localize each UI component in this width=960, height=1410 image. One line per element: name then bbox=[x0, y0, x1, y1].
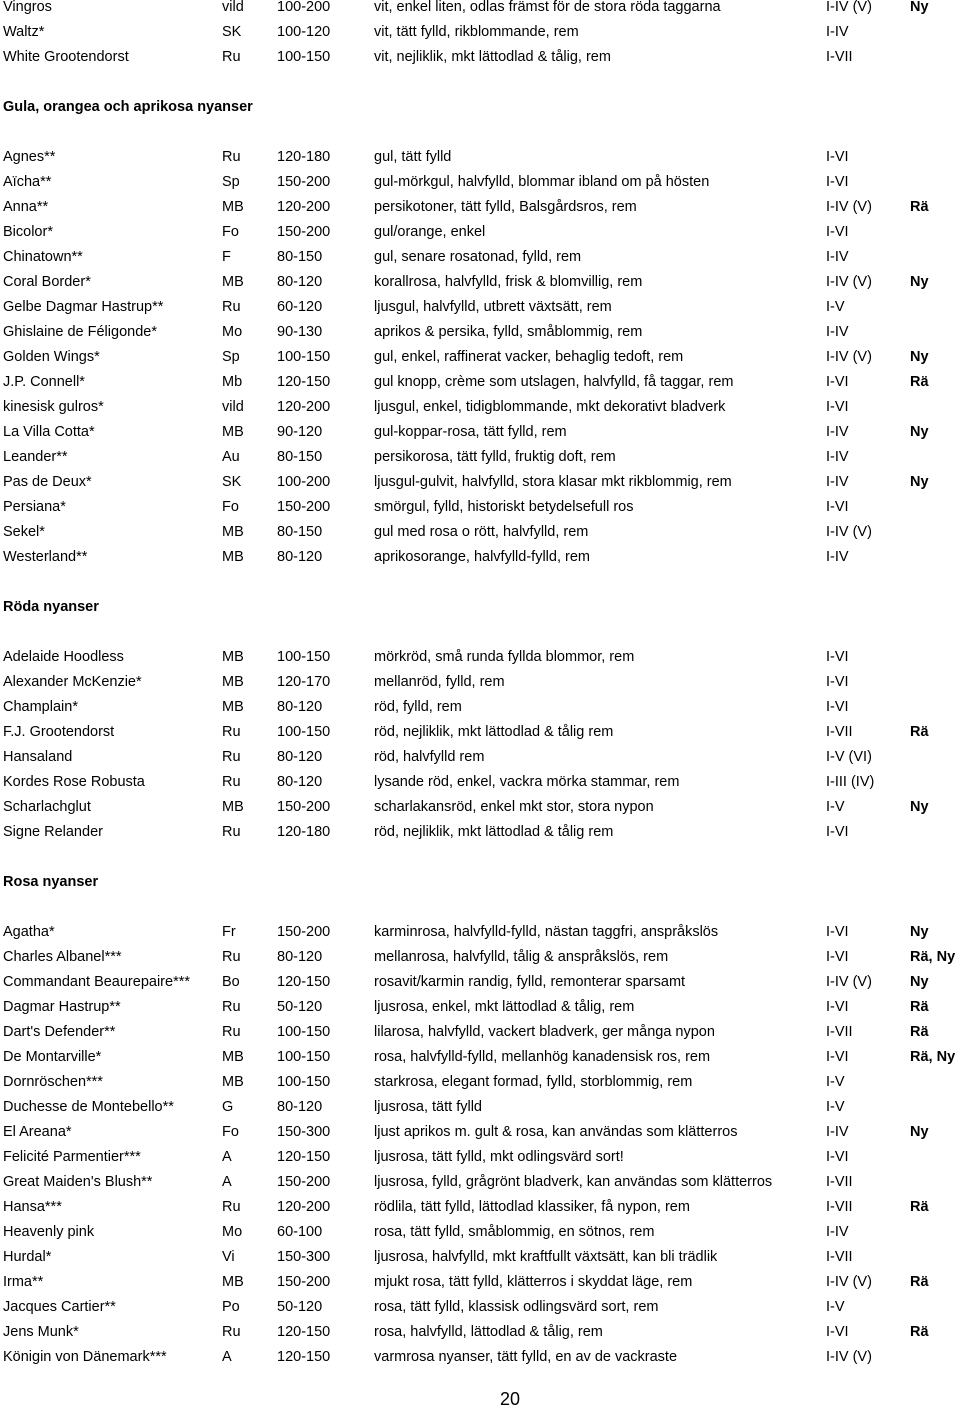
rose-height: 120-150 bbox=[277, 1324, 331, 1340]
rose-name: La Villa Cotta* bbox=[3, 424, 95, 440]
rose-note: Rä bbox=[910, 1324, 929, 1340]
rose-name: Irma** bbox=[3, 1274, 44, 1290]
rose-note: Rä bbox=[910, 374, 929, 390]
rose-height: 120-180 bbox=[277, 149, 331, 165]
rose-height: 60-100 bbox=[277, 1224, 323, 1240]
rose-name: Jens Munk* bbox=[3, 1324, 79, 1340]
rose-group: Ru bbox=[222, 49, 241, 65]
rose-height: 100-120 bbox=[277, 24, 331, 40]
table-row bbox=[0, 195, 960, 220]
rose-description: ljusgul-gulvit, halvfylld, stora klasar mkt rikblommig, rem bbox=[374, 474, 732, 490]
rose-zone: I-IV bbox=[826, 324, 849, 340]
rose-name: Golden Wings* bbox=[3, 349, 100, 365]
rose-height: 150-200 bbox=[277, 174, 331, 190]
rose-description: rosa, halvfylld-fylld, mellanhög kanadensisk ros, rem bbox=[374, 1049, 711, 1065]
rose-name: Jacques Cartier** bbox=[3, 1299, 116, 1315]
rose-zone: I-IV bbox=[826, 1224, 849, 1240]
rose-note: Ny bbox=[910, 274, 929, 290]
rose-name: Heavenly pink bbox=[3, 1224, 95, 1240]
table-row bbox=[0, 270, 960, 295]
rose-zone: I-IV bbox=[826, 474, 849, 490]
rose-height: 100-150 bbox=[277, 1024, 331, 1040]
table-row bbox=[0, 295, 960, 320]
rose-zone: I-IV bbox=[826, 424, 849, 440]
page-number: 20 bbox=[499, 1389, 521, 1409]
rose-note: Rä, Ny bbox=[910, 1049, 956, 1065]
rose-zone: I-IV (V) bbox=[826, 349, 872, 365]
rose-note: Ny bbox=[910, 0, 929, 15]
rose-name: Pas de Deux* bbox=[3, 474, 92, 490]
rose-group: Ru bbox=[222, 299, 241, 315]
rose-name: El Areana* bbox=[3, 1124, 72, 1140]
rose-name: Gelbe Dagmar Hastrup** bbox=[3, 299, 164, 315]
rose-description: persikorosa, tätt fylld, fruktig doft, rem bbox=[374, 449, 616, 465]
rose-description: ljusrosa, tätt fylld, mkt odlingsvärd sort! bbox=[374, 1149, 624, 1165]
rose-group: Fr bbox=[222, 924, 236, 940]
table-row bbox=[0, 820, 960, 845]
rose-name: F.J. Grootendorst bbox=[3, 724, 115, 740]
table-row bbox=[0, 645, 960, 670]
table-row bbox=[0, 745, 960, 770]
rose-name: Coral Border* bbox=[3, 274, 91, 290]
rose-group: Fo bbox=[222, 499, 239, 515]
rose-description: ljusgul, halvfylld, utbrett växtsätt, rem bbox=[374, 299, 612, 315]
rose-group: MB bbox=[222, 274, 244, 290]
rose-zone: I-V bbox=[826, 1299, 845, 1315]
rose-name: Anna** bbox=[3, 199, 49, 215]
rose-zone: I-VI bbox=[826, 824, 849, 840]
rose-group: Ru bbox=[222, 774, 241, 790]
rose-description: korallrosa, halvfylld, frisk & blomvillig, rem bbox=[374, 274, 643, 290]
rose-group: Mo bbox=[222, 324, 243, 340]
section-heading: Gula, orangea och aprikosa nyanser bbox=[3, 99, 253, 115]
rose-group: Ru bbox=[222, 724, 241, 740]
rose-name: Adelaide Hoodless bbox=[3, 649, 124, 665]
rose-zone: I-IV (V) bbox=[826, 524, 872, 540]
rose-note: Rä bbox=[910, 1024, 929, 1040]
table-row bbox=[0, 970, 960, 995]
rose-zone: I-IV (V) bbox=[826, 274, 872, 290]
rose-zone: I-VI bbox=[826, 674, 849, 690]
rose-description: persikotoner, tätt fylld, Balsgårdsros, rem bbox=[374, 199, 637, 215]
rose-name: Bicolor* bbox=[3, 224, 53, 240]
rose-description: röd, fylld, rem bbox=[374, 699, 462, 715]
table-row bbox=[0, 1170, 960, 1195]
table-row bbox=[0, 45, 960, 70]
rose-name: Waltz* bbox=[3, 24, 45, 40]
rose-zone: I-VI bbox=[826, 999, 849, 1015]
table-row bbox=[0, 945, 960, 970]
rose-height: 80-120 bbox=[277, 774, 323, 790]
rose-note: Rä bbox=[910, 1199, 929, 1215]
rose-group: Au bbox=[222, 449, 240, 465]
rose-group: SK bbox=[222, 24, 242, 40]
table-row bbox=[0, 345, 960, 370]
rose-description: ljust aprikos m. gult & rosa, kan användas som klätterros bbox=[374, 1124, 738, 1140]
table-row bbox=[0, 445, 960, 470]
table-row bbox=[0, 520, 960, 545]
rose-height: 120-170 bbox=[277, 674, 331, 690]
rose-group: Ru bbox=[222, 824, 241, 840]
rose-height: 120-200 bbox=[277, 199, 331, 215]
table-row bbox=[0, 0, 960, 20]
table-row bbox=[0, 370, 960, 395]
table-row bbox=[0, 220, 960, 245]
rose-zone: I-VI bbox=[826, 174, 849, 190]
rose-description: gul med rosa o rött, halvfylld, rem bbox=[374, 524, 589, 540]
rose-name: Hansa*** bbox=[3, 1199, 62, 1215]
table-row bbox=[0, 1195, 960, 1220]
rose-description: ljusrosa, tätt fylld bbox=[374, 1099, 482, 1115]
rose-height: 80-150 bbox=[277, 449, 323, 465]
rose-height: 150-200 bbox=[277, 499, 331, 515]
rose-name: Vingros bbox=[3, 0, 52, 15]
rose-description: mjukt rosa, tätt fylld, klätterros i skyddat läge, rem bbox=[374, 1274, 693, 1290]
rose-description: gul-koppar-rosa, tätt fylld, rem bbox=[374, 424, 567, 440]
rose-group: MB bbox=[222, 699, 244, 715]
table-row bbox=[0, 470, 960, 495]
rose-height: 150-300 bbox=[277, 1124, 331, 1140]
table-row bbox=[0, 1095, 960, 1120]
rose-height: 50-120 bbox=[277, 999, 323, 1015]
rose-name: Signe Relander bbox=[3, 824, 103, 840]
table-row bbox=[0, 1345, 960, 1370]
rose-group: MB bbox=[222, 524, 244, 540]
rose-group: MB bbox=[222, 1274, 244, 1290]
rose-zone: I-VI bbox=[826, 924, 849, 940]
rose-group: Bo bbox=[222, 974, 240, 990]
rose-description: aprikosorange, halvfylld-fylld, rem bbox=[374, 549, 590, 565]
rose-description: mellanröd, fylld, rem bbox=[374, 674, 505, 690]
rose-group: Po bbox=[222, 1299, 240, 1315]
rose-description: scharlakansröd, enkel mkt stor, stora nypon bbox=[374, 799, 654, 815]
rose-height: 50-120 bbox=[277, 1299, 323, 1315]
rose-zone: I-VI bbox=[826, 1324, 849, 1340]
rose-description: ljusrosa, enkel, mkt lättodlad & tålig, rem bbox=[374, 999, 635, 1015]
rose-height: 150-200 bbox=[277, 1274, 331, 1290]
rose-note: Ny bbox=[910, 474, 929, 490]
rose-group: Ru bbox=[222, 149, 241, 165]
rose-group: Fo bbox=[222, 224, 239, 240]
rose-height: 120-200 bbox=[277, 399, 331, 415]
rose-zone: I-IV bbox=[826, 24, 849, 40]
rose-description: rosavit/karmin randig, fylld, remonterar sparsamt bbox=[374, 974, 686, 990]
rose-group: A bbox=[222, 1149, 232, 1165]
rose-zone: I-VI bbox=[826, 399, 849, 415]
rose-height: 120-150 bbox=[277, 1349, 331, 1365]
rose-height: 100-150 bbox=[277, 349, 331, 365]
rose-zone: I-IV (V) bbox=[826, 1349, 872, 1365]
rose-description: gul knopp, crème som utslagen, halvfylld, få taggar, rem bbox=[374, 374, 734, 390]
rose-zone: I-VII bbox=[826, 1199, 853, 1215]
table-row bbox=[0, 920, 960, 945]
rose-group: Ru bbox=[222, 949, 241, 965]
rose-height: 100-200 bbox=[277, 474, 331, 490]
rose-note: Rä bbox=[910, 999, 929, 1015]
rose-height: 80-120 bbox=[277, 549, 323, 565]
table-row bbox=[0, 1070, 960, 1095]
rose-zone: I-VI bbox=[826, 1049, 849, 1065]
table-row bbox=[0, 1220, 960, 1245]
rose-group: MB bbox=[222, 799, 244, 815]
rose-name: Duchesse de Montebello** bbox=[3, 1099, 174, 1115]
table-row bbox=[0, 20, 960, 45]
rose-description: smörgul, fylld, historiskt betydelsefull ros bbox=[374, 499, 634, 515]
rose-group: Vi bbox=[222, 1249, 235, 1265]
rose-name: Dart's Defender** bbox=[3, 1024, 116, 1040]
rose-height: 80-120 bbox=[277, 749, 323, 765]
table-row bbox=[0, 1295, 960, 1320]
rose-name: Kordes Rose Robusta bbox=[3, 774, 145, 790]
rose-group: G bbox=[222, 1099, 234, 1115]
rose-height: 150-300 bbox=[277, 1249, 331, 1265]
rose-group: Mb bbox=[222, 374, 243, 390]
rose-height: 120-150 bbox=[277, 974, 331, 990]
rose-zone: I-IV (V) bbox=[826, 1274, 872, 1290]
table-row bbox=[0, 670, 960, 695]
rose-name: Agatha* bbox=[3, 924, 55, 940]
rose-zone: I-IV bbox=[826, 449, 849, 465]
table-row bbox=[0, 395, 960, 420]
rose-height: 90-130 bbox=[277, 324, 323, 340]
table-row bbox=[0, 320, 960, 345]
rose-zone: I-IV (V) bbox=[826, 199, 872, 215]
rose-description: lilarosa, halvfylld, vackert bladverk, ger många nypon bbox=[374, 1024, 715, 1040]
rose-zone: I-IV bbox=[826, 549, 849, 565]
rose-name: Great Maiden's Blush** bbox=[3, 1174, 153, 1190]
section-heading: Rosa nyanser bbox=[3, 874, 99, 890]
rose-description: ljusrosa, fylld, grågrönt bladverk, kan användas som klätterros bbox=[374, 1174, 773, 1190]
rose-name: Scharlachglut bbox=[3, 799, 91, 815]
rose-zone: I-V bbox=[826, 299, 845, 315]
rose-name: White Grootendorst bbox=[3, 49, 129, 65]
rose-group: vild bbox=[222, 399, 244, 415]
rose-height: 80-120 bbox=[277, 274, 323, 290]
rose-note: Ny bbox=[910, 974, 929, 990]
rose-note: Ny bbox=[910, 349, 929, 365]
rose-height: 150-200 bbox=[277, 924, 331, 940]
rose-height: 60-120 bbox=[277, 299, 323, 315]
table-row bbox=[0, 770, 960, 795]
rose-group: Sp bbox=[222, 174, 240, 190]
rose-description: rosa, tätt fylld, klassisk odlingsvärd sort, rem bbox=[374, 1299, 659, 1315]
rose-group: MB bbox=[222, 649, 244, 665]
rose-height: 100-150 bbox=[277, 1049, 331, 1065]
rose-zone: I-V bbox=[826, 1074, 845, 1090]
rose-description: varmrosa nyanser, tätt fylld, en av de vackraste bbox=[374, 1349, 678, 1365]
rose-height: 100-200 bbox=[277, 0, 331, 15]
table-row bbox=[0, 495, 960, 520]
table-row bbox=[0, 245, 960, 270]
rose-name: Aïcha** bbox=[3, 174, 52, 190]
rose-group: Fo bbox=[222, 1124, 239, 1140]
rose-note: Rä, Ny bbox=[910, 949, 956, 965]
rose-name: Hansaland bbox=[3, 749, 73, 765]
table-row bbox=[0, 995, 960, 1020]
rose-name: Agnes** bbox=[3, 149, 56, 165]
rose-height: 80-120 bbox=[277, 699, 323, 715]
table-row bbox=[0, 720, 960, 745]
rose-group: MB bbox=[222, 1049, 244, 1065]
rose-height: 120-200 bbox=[277, 1199, 331, 1215]
rose-name: kinesisk gulros* bbox=[3, 399, 104, 415]
rose-note: Ny bbox=[910, 1124, 929, 1140]
rose-height: 100-150 bbox=[277, 724, 331, 740]
rose-zone: I-VI bbox=[826, 949, 849, 965]
rose-name: J.P. Connell* bbox=[3, 374, 85, 390]
rose-note: Ny bbox=[910, 424, 929, 440]
rose-zone: I-VII bbox=[826, 1174, 853, 1190]
rose-name: Königin von Dänemark*** bbox=[3, 1349, 167, 1365]
rose-height: 150-200 bbox=[277, 1174, 331, 1190]
rose-name: Westerland** bbox=[3, 549, 88, 565]
table-row bbox=[0, 170, 960, 195]
rose-description: mörkröd, små runda fyllda blommor, rem bbox=[374, 649, 635, 665]
rose-zone: I-IV bbox=[826, 1124, 849, 1140]
rose-group: Ru bbox=[222, 1024, 241, 1040]
rose-name: Chinatown** bbox=[3, 249, 83, 265]
table-row bbox=[0, 420, 960, 445]
rose-description: gul, tätt fylld bbox=[374, 149, 452, 165]
table-row bbox=[0, 1145, 960, 1170]
section-heading: Röda nyanser bbox=[3, 599, 99, 615]
rose-height: 90-120 bbox=[277, 424, 323, 440]
rose-zone: I-VI bbox=[826, 374, 849, 390]
rose-zone: I-VII bbox=[826, 1024, 853, 1040]
rose-group: Ru bbox=[222, 999, 241, 1015]
rose-note: Rä bbox=[910, 724, 929, 740]
rose-group: A bbox=[222, 1174, 232, 1190]
table-row bbox=[0, 1020, 960, 1045]
rose-name: Champlain* bbox=[3, 699, 78, 715]
rose-description: lysande röd, enkel, vackra mörka stammar, rem bbox=[374, 774, 680, 790]
rose-description: mellanrosa, halvfylld, tålig & anspråkslös, rem bbox=[374, 949, 669, 965]
rose-name: Felicité Parmentier*** bbox=[3, 1149, 141, 1165]
table-row bbox=[0, 1245, 960, 1270]
rose-zone: I-IV (V) bbox=[826, 974, 872, 990]
rose-name: Ghislaine de Féligonde* bbox=[3, 324, 157, 340]
rose-height: 120-150 bbox=[277, 1149, 331, 1165]
rose-description: rosa, tätt fylld, småblommig, en sötnos, rem bbox=[374, 1224, 655, 1240]
rose-description: gul-mörkgul, halvfylld, blommar ibland om på hösten bbox=[374, 174, 710, 190]
rose-name: Charles Albanel*** bbox=[3, 949, 122, 965]
rose-description: vit, enkel liten, odlas främst för de stora röda taggarna bbox=[374, 0, 721, 15]
rose-description: aprikos & persika, fylld, småblommig, rem bbox=[374, 324, 643, 340]
rose-zone: I-IV (V) bbox=[826, 0, 872, 15]
table-row bbox=[0, 145, 960, 170]
rose-description: vit, tätt fylld, rikblommande, rem bbox=[374, 24, 579, 40]
rose-group: F bbox=[222, 249, 231, 265]
rose-description: röd, nejliklik, mkt lättodlad & tålig rem bbox=[374, 724, 614, 740]
rose-group: vild bbox=[222, 0, 244, 15]
table-row bbox=[0, 795, 960, 820]
rose-group: Mo bbox=[222, 1224, 243, 1240]
rose-height: 100-150 bbox=[277, 1074, 331, 1090]
rose-name: Persiana* bbox=[3, 499, 66, 515]
rose-description: vit, nejliklik, mkt lättodlad & tålig, rem bbox=[374, 49, 611, 65]
rose-description: gul, senare rosatonad, fylld, rem bbox=[374, 249, 582, 265]
rose-group: A bbox=[222, 1349, 232, 1365]
rose-note: Rä bbox=[910, 199, 929, 215]
rose-description: karminrosa, halvfylld-fylld, nästan taggfri, anspråkslös bbox=[374, 924, 719, 940]
rose-group: MB bbox=[222, 199, 244, 215]
rose-description: gul/orange, enkel bbox=[374, 224, 486, 240]
rose-group: MB bbox=[222, 549, 244, 565]
rose-note: Ny bbox=[910, 924, 929, 940]
rose-zone: I-III (IV) bbox=[826, 774, 875, 790]
rose-zone: I-VII bbox=[826, 724, 853, 740]
rose-description: röd, nejliklik, mkt lättodlad & tålig rem bbox=[374, 824, 614, 840]
table-row bbox=[0, 1045, 960, 1070]
rose-description: gul, enkel, raffinerat vacker, behaglig tedoft, rem bbox=[374, 349, 684, 365]
rose-height: 150-200 bbox=[277, 799, 331, 815]
rose-name: De Montarville* bbox=[3, 1049, 102, 1065]
rose-group: MB bbox=[222, 424, 244, 440]
rose-description: ljusgul, enkel, tidigblommande, mkt dekorativt bladverk bbox=[374, 399, 726, 415]
table-row bbox=[0, 1320, 960, 1345]
rose-zone: I-VI bbox=[826, 699, 849, 715]
table-row bbox=[0, 695, 960, 720]
rose-group: Ru bbox=[222, 1199, 241, 1215]
rose-group: Sp bbox=[222, 349, 240, 365]
rose-zone: I-VII bbox=[826, 49, 853, 65]
rose-zone: I-VII bbox=[826, 1249, 853, 1265]
rose-zone: I-VI bbox=[826, 149, 849, 165]
rose-note: Rä bbox=[910, 1274, 929, 1290]
rose-height: 80-150 bbox=[277, 249, 323, 265]
rose-group: SK bbox=[222, 474, 242, 490]
rose-description: rödlila, tätt fylld, lättodlad klassiker, få nypon, rem bbox=[374, 1199, 690, 1215]
rose-group: MB bbox=[222, 1074, 244, 1090]
rose-description: röd, halvfylld rem bbox=[374, 749, 485, 765]
rose-height: 100-150 bbox=[277, 649, 331, 665]
rose-zone: I-VI bbox=[826, 224, 849, 240]
rose-group: Ru bbox=[222, 749, 241, 765]
table-row bbox=[0, 545, 960, 570]
rose-description: ljusrosa, halvfylld, mkt kraftfullt växtsätt, kan bli trädlik bbox=[374, 1249, 718, 1265]
rose-height: 80-120 bbox=[277, 949, 323, 965]
table-row bbox=[0, 1120, 960, 1145]
rose-height: 80-150 bbox=[277, 524, 323, 540]
rose-height: 120-180 bbox=[277, 824, 331, 840]
rose-name: Sekel* bbox=[3, 524, 45, 540]
rose-zone: I-V (VI) bbox=[826, 749, 872, 765]
table-row bbox=[0, 1270, 960, 1295]
rose-zone: I-VI bbox=[826, 499, 849, 515]
rose-height: 100-150 bbox=[277, 49, 331, 65]
rose-zone: I-VI bbox=[826, 1149, 849, 1165]
rose-zone: I-V bbox=[826, 1099, 845, 1115]
rose-name: Dagmar Hastrup** bbox=[3, 999, 121, 1015]
rose-name: Dornröschen*** bbox=[3, 1074, 103, 1090]
rose-group: Ru bbox=[222, 1324, 241, 1340]
rose-description: rosa, halvfylld, lättodlad & tålig, rem bbox=[374, 1324, 603, 1340]
rose-note: Ny bbox=[910, 799, 929, 815]
rose-description: starkrosa, elegant formad, fylld, storblommig, rem bbox=[374, 1074, 693, 1090]
rose-height: 150-200 bbox=[277, 224, 331, 240]
rose-height: 120-150 bbox=[277, 374, 331, 390]
rose-height: 80-120 bbox=[277, 1099, 323, 1115]
rose-name: Hurdal* bbox=[3, 1249, 52, 1265]
rose-zone: I-V bbox=[826, 799, 845, 815]
rose-name: Leander** bbox=[3, 449, 68, 465]
rose-name: Commandant Beaurepaire*** bbox=[3, 974, 190, 990]
rose-name: Alexander McKenzie* bbox=[3, 674, 142, 690]
rose-zone: I-VI bbox=[826, 649, 849, 665]
rose-zone: I-IV bbox=[826, 249, 849, 265]
rose-group: MB bbox=[222, 674, 244, 690]
